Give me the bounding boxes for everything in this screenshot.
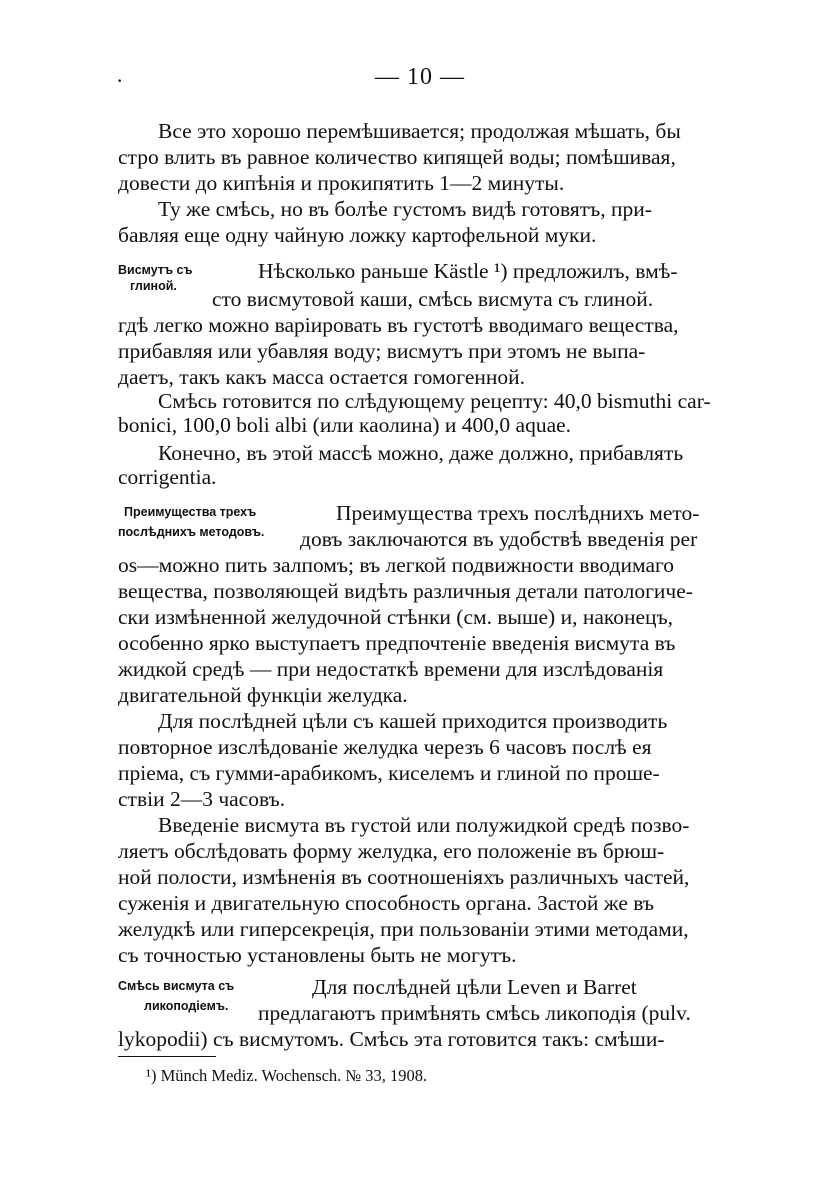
page-mark: · [116, 68, 124, 93]
text-line: Конечно, въ этой массѣ можно, даже должно, прибавлять [158, 441, 684, 465]
side-note-advantages: послѣднихъ методовъ. [118, 525, 265, 539]
text-line: Все это хорошо перемѣшивается; продолжая мѣшать, бы [158, 119, 681, 143]
text-line: Смѣсь готовится по слѣдующему рецепту: 40,0 bismuthi car- [158, 389, 711, 413]
text-line: съ точностью установлены быть не могутъ. [118, 943, 517, 967]
text-line: повторное изслѣдованіе желудка черезъ 6 часовъ послѣ ея [118, 735, 652, 759]
text-line: довъ заключаются въ удобствѣ введенія per [300, 527, 698, 551]
text-line: ски измѣненной желудочной стѣнки (см. выше) и, наконецъ, [118, 605, 674, 629]
footnote-divider [118, 1056, 216, 1057]
text-line: ствіи 2—3 часовъ. [118, 787, 286, 811]
text-line: Для послѣдней цѣли Leven и Barret [312, 975, 637, 999]
text-line: ляетъ обслѣдовать форму желудка, его положеніе въ брюш- [118, 839, 665, 863]
text-line: Нѣсколько раньше Kästle ¹) предложилъ, вмѣ- [258, 259, 678, 283]
text-line: желудкѣ или гиперсекреція, при пользованіи этими методами, [118, 917, 689, 941]
text-line: прибавляя или убавляя воду; висмутъ при этомъ не выпа- [118, 339, 646, 363]
text-line: жидкой средѣ — при недостаткѣ времени для изслѣдованія [118, 657, 664, 681]
side-note-bismuth-clay: Висмутъ съ [118, 263, 193, 277]
text-line: бавляя еще одну чайную ложку картофельной муки. [118, 223, 597, 247]
text-line: Для послѣдней цѣли съ кашей приходится производить [158, 709, 668, 733]
text-line: bonici, 100,0 boli albi (или каолина) и 400,0 aquae. [118, 413, 572, 437]
text-line: даетъ, такъ какъ масса остается гомогенной. [118, 365, 526, 389]
text-line: двигательной функціи желудка. [118, 683, 408, 707]
side-note-lycopodium: Смѣсь висмута съ [118, 979, 235, 993]
text-line: corrigentia. [118, 465, 217, 489]
text-line: особенно ярко выступаетъ предпочтеніе введенія висмута въ [118, 631, 676, 655]
text-line: гдѣ легко можно варіировать въ густотѣ вводимаго вещества, [118, 313, 679, 337]
text-line: предлагаютъ примѣнять смѣсь ликоподія (pulv. [258, 1001, 691, 1025]
side-note-bismuth-clay: глиной. [130, 279, 177, 293]
text-line: lykopodii) съ висмутомъ. Смѣсь эта готовится такъ: смѣши- [118, 1027, 665, 1051]
text-line: пріема, съ гумми-арабикомъ, киселемъ и глиной по проше- [118, 761, 660, 785]
text-line: Ту же смѣсь, но въ болѣе густомъ видѣ готовятъ, при- [158, 197, 652, 221]
text-line: стро влить въ равное количество кипящей воды; помѣшивая, [118, 145, 676, 169]
text-line: os—можно пить залпомъ; въ легкой подвижности вводимаго [118, 553, 675, 577]
text-line: довести до кипѣнія и прокипятить 1—2 минуты. [118, 171, 565, 195]
text-line: ной полости, измѣненія въ соотношеніяхъ различныхъ частей, [118, 865, 690, 889]
side-note-advantages: Преимущества трехъ [124, 505, 257, 519]
text-line: Преимущества трехъ послѣднихъ мето- [336, 501, 700, 525]
side-note-lycopodium: ликоподіемъ. [144, 999, 229, 1013]
page-number: — 10 — [375, 64, 465, 90]
text-line: вещества, позволяющей видѣть различныя детали патологиче- [118, 579, 693, 603]
text-line: Введеніе висмута въ густой или полужидкой средѣ позво- [158, 813, 690, 837]
text-line: суженія и двигательную способность органа. Застой же въ [118, 891, 654, 915]
text-line: сто висмутовой каши, смѣсь висмута съ глиной. [212, 287, 654, 311]
footnote: ¹) Münch Mediz. Wochensch. № 33, 1908. [146, 1066, 428, 1085]
